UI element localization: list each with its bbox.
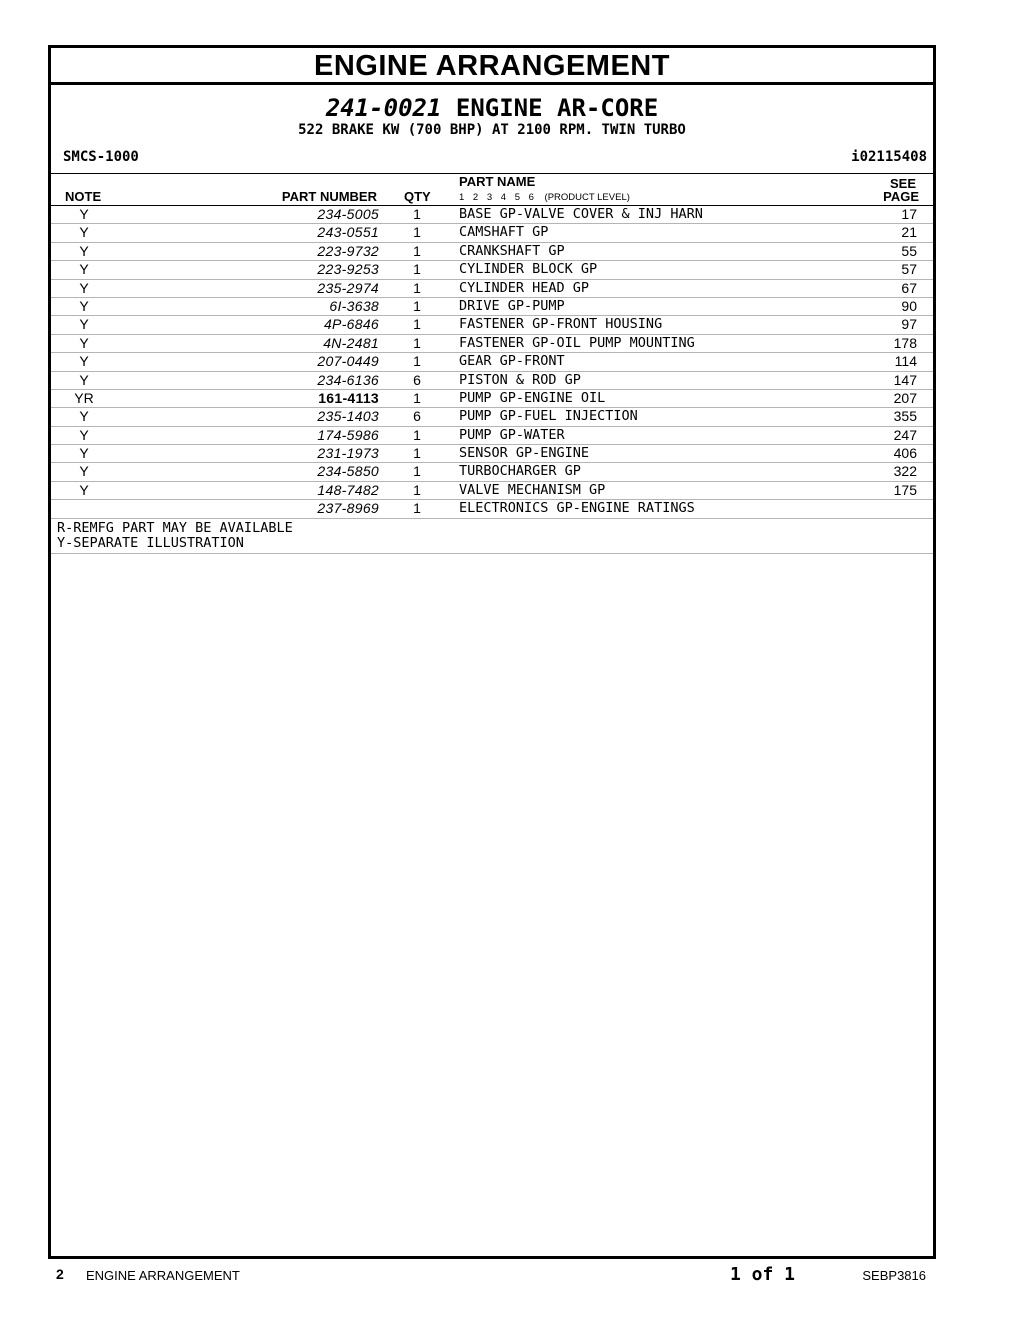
col-note-header: NOTE [65,189,102,204]
see-page-cell: 67 [901,279,917,296]
assembly-title [51,94,933,122]
note-cell: Y [79,353,89,370]
table-row [51,408,933,426]
table-row [51,280,933,298]
qty-cell: 1 [413,389,421,406]
page-frame [48,45,936,1259]
col-page-header: PAGE [883,189,919,204]
product-level-label: (PRODUCT LEVEL) [544,192,630,203]
part-number-cell: 231-1973 [317,445,379,462]
table-row [51,445,933,463]
see-page-cell: 355 [893,408,917,425]
see-page-cell: 57 [901,261,917,278]
note-cell: Y [79,334,89,351]
part-number-cell: 243-0551 [317,224,379,241]
part-name-cell: PUMP GP-ENGINE OIL [459,389,606,406]
note-cell: Y [79,408,89,425]
see-page-cell: 406 [893,445,917,462]
part-name-cell: FASTENER GP-OIL PUMP MOUNTING [459,334,695,351]
part-number-cell: 234-5850 [317,463,379,480]
footer-page-count: 1 of 1 [730,1264,796,1285]
footer-page-number: 2 [56,1266,64,1282]
table-row [51,243,933,261]
part-name-cell: GEAR GP-FRONT [459,353,565,370]
part-name-cell: PUMP GP-WATER [459,426,565,443]
qty-cell: 1 [413,426,421,443]
qty-cell: 1 [413,206,421,222]
part-name-cell: CRANKSHAFT GP [459,242,565,259]
part-name-cell: CYLINDER BLOCK GP [459,261,598,278]
parts-table-body [51,206,933,519]
part-number-cell: 207-0449 [317,353,379,370]
note-cell: Y [79,445,89,462]
see-page-cell: 147 [893,371,917,388]
part-number-cell: 223-9253 [317,261,379,278]
table-row [51,335,933,353]
document-header [51,85,933,174]
note-cell: Y [79,371,89,388]
see-page-cell: 97 [901,316,917,333]
table-row [51,224,933,242]
qty-cell: 1 [413,224,421,241]
see-page-cell: 175 [893,481,917,498]
part-number-cell: 174-5986 [317,426,379,443]
part-number-cell: 161-4113 [318,389,379,406]
see-page-cell: 17 [901,206,917,222]
col-part-name-header: PART NAME [459,174,536,189]
product-levels [459,192,630,203]
qty-cell: 1 [413,481,421,498]
part-name-cell: TURBOCHARGER GP [459,463,581,480]
see-page-cell: 207 [893,389,917,406]
product-level-numbers: 1 2 3 4 5 6 [459,192,534,203]
part-number-cell: 235-2974 [317,279,379,296]
part-name-cell: VALVE MECHANISM GP [459,481,606,498]
part-number-cell: 234-5005 [317,206,379,222]
notes-legend [51,519,933,554]
part-number-cell: 234-6136 [317,371,379,388]
note-cell: Y [79,481,89,498]
note-cell: Y [79,279,89,296]
part-number-cell: 235-1403 [317,408,379,425]
table-row [51,353,933,371]
part-name-cell: PISTON & ROD GP [459,371,581,388]
table-row [51,261,933,279]
note-cell: Y [79,224,89,241]
table-row [51,463,933,481]
col-qty-header: QTY [404,189,431,204]
see-page-cell: 90 [901,297,917,314]
note-cell: Y [79,261,89,278]
info-id: i02115408 [851,149,927,165]
smcs-code: SMCS-1000 [63,149,139,165]
see-page-cell: 178 [893,334,917,351]
part-number-cell: 237-8969 [317,500,379,517]
table-row [51,390,933,408]
qty-cell: 1 [413,261,421,278]
part-number-cell: 6I-3638 [329,297,379,314]
note-cell: Y [79,242,89,259]
table-row [51,298,933,316]
page-title: ENGINE ARRANGEMENT [51,48,933,85]
qty-cell: 1 [413,463,421,480]
part-number-cell: 223-9732 [317,242,379,259]
part-name-cell: FASTENER GP-FRONT HOUSING [459,316,663,333]
qty-cell: 1 [413,334,421,351]
note-cell: YR [74,389,94,406]
table-header [51,174,933,206]
legend-item: Y-SEPARATE ILLUSTRATION [57,534,244,551]
part-name-cell: CAMSHAFT GP [459,224,549,241]
part-name-cell: ELECTRONICS GP-ENGINE RATINGS [459,500,695,517]
table-row [51,427,933,445]
table-row [51,316,933,334]
part-name-cell: BASE GP-VALVE COVER & INJ HARN [459,206,703,222]
legend-item: R-REMFG PART MAY BE AVAILABLE [57,519,293,536]
col-see-header: SEE [889,176,916,191]
qty-cell: 1 [413,500,421,517]
qty-cell: 1 [413,316,421,333]
note-cell: Y [79,206,89,222]
part-number-cell: 148-7482 [317,481,379,498]
see-page-cell: 114 [894,353,917,370]
note-cell: Y [79,463,89,480]
qty-cell: 1 [413,242,421,259]
note-cell: Y [79,297,89,314]
part-number-cell: 4N-2481 [323,334,379,351]
see-page-cell: 322 [893,463,917,480]
see-page-cell: 55 [901,242,917,259]
part-number-cell: 4P-6846 [323,316,379,333]
qty-cell: 6 [413,371,421,388]
qty-cell: 1 [413,279,421,296]
assembly-part-number: 241-0021 [325,94,442,122]
qty-cell: 1 [413,353,421,370]
note-cell: Y [79,426,89,443]
note-cell: Y [79,316,89,333]
part-name-cell: PUMP GP-FUEL INJECTION [459,408,638,425]
assembly-part-name: ENGINE AR-CORE [455,94,659,122]
qty-cell: 6 [413,408,421,425]
part-name-cell: CYLINDER HEAD GP [459,279,590,296]
table-row [51,372,933,390]
col-part-number-header: PART NUMBER [281,189,377,204]
table-row [51,206,933,224]
table-row [51,482,933,500]
table-row [51,500,933,518]
footer-section: ENGINE ARRANGEMENT [86,1268,240,1283]
qty-cell: 1 [413,445,421,462]
qty-cell: 1 [413,297,421,314]
see-page-cell: 21 [901,224,917,241]
part-name-cell: SENSOR GP-ENGINE [459,445,590,462]
see-page-cell: 247 [893,426,917,443]
footer-doc-id: SEBP3816 [862,1268,926,1283]
part-name-cell: DRIVE GP-PUMP [459,297,565,314]
engine-rating: 522 BRAKE KW (700 BHP) AT 2100 RPM. TWIN TURBO [298,122,686,138]
